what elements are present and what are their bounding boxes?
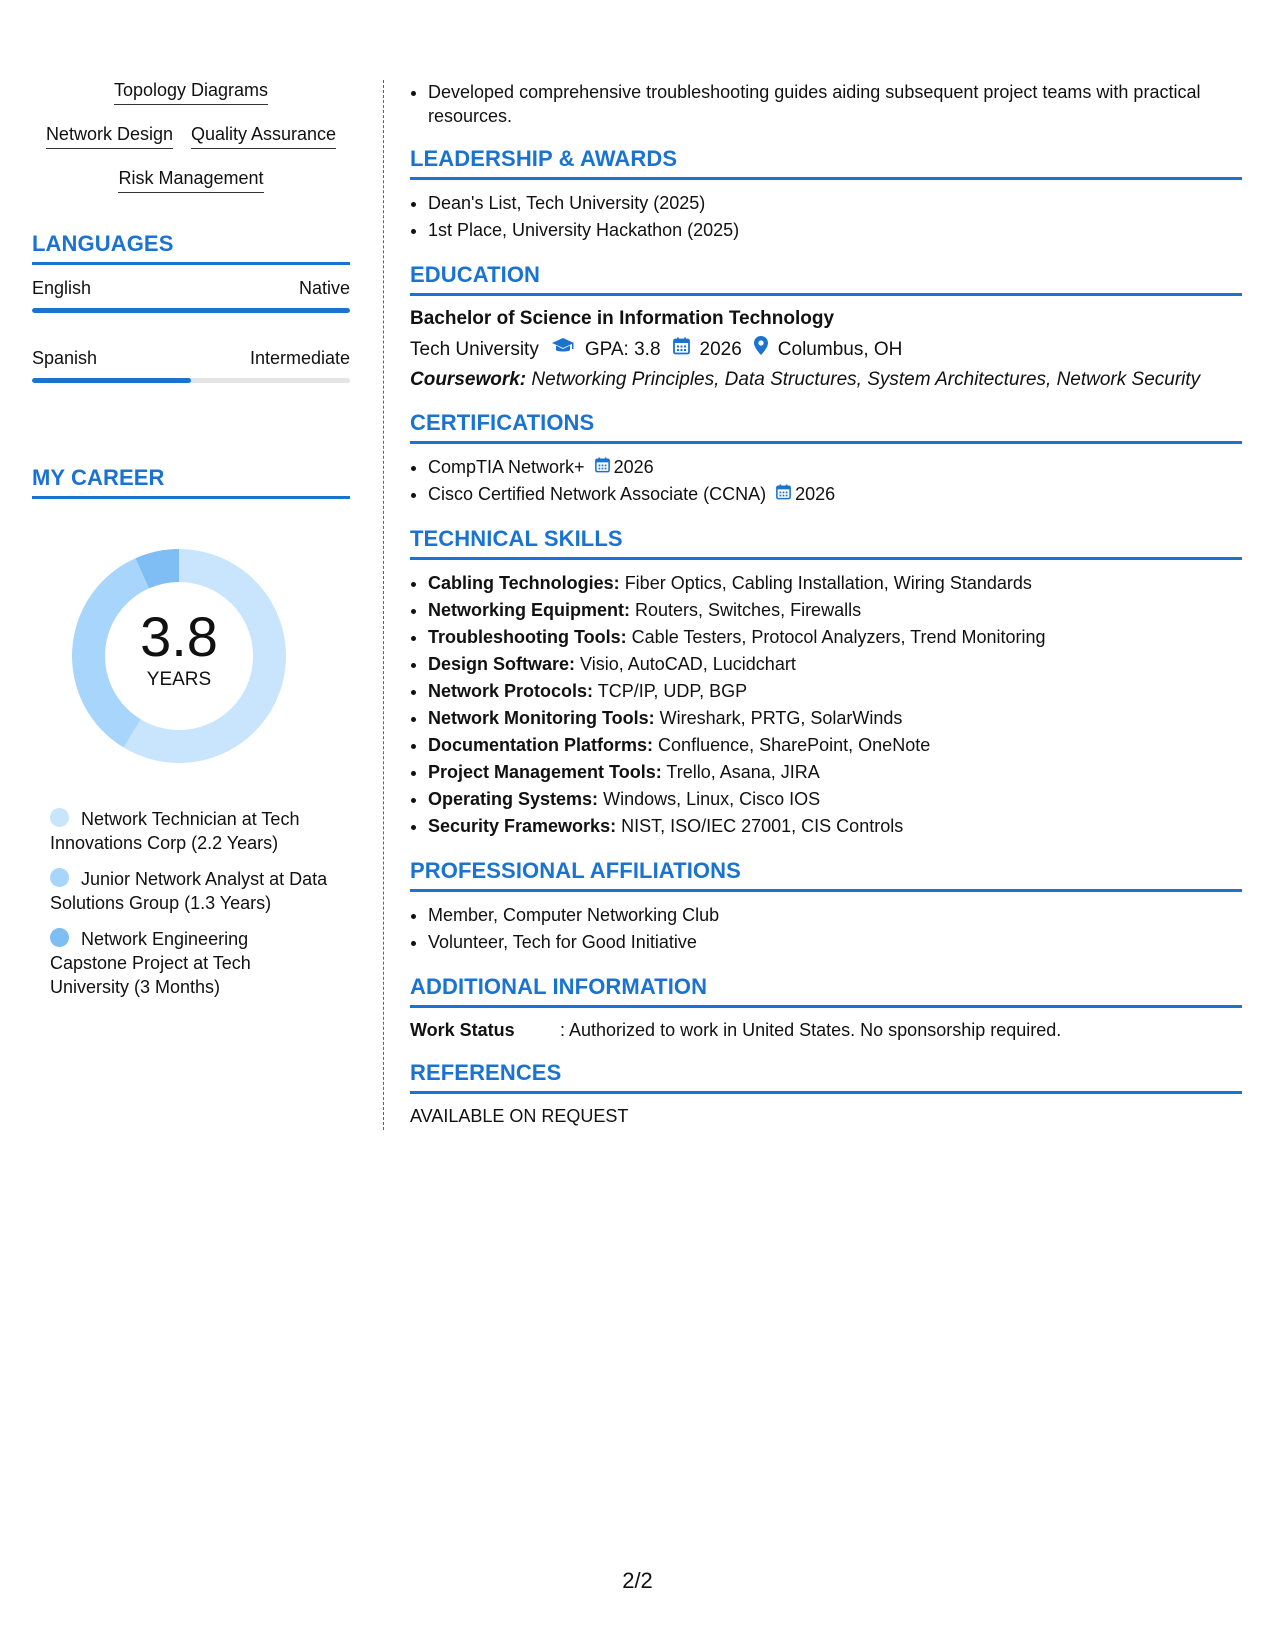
left-column [32,80,350,1011]
legend-label: Network Technician at Tech Innovations Corp (2.2 Years) [50,809,300,853]
legend-dot [50,868,69,887]
language-bar-fill [32,308,350,313]
certification-name: CompTIA Network+ [428,457,585,477]
coursework [410,368,1242,392]
skill-value: Cable Testers, Protocol Analyzers, Trend Monitoring [631,627,1046,647]
skill-tags [32,80,350,193]
language-level: Intermediate [249,348,350,368]
skill-label: Security Frameworks: [428,816,617,836]
list-item: • 1st Place, University Hackathon (2025) [428,217,1242,244]
certification-name: Cisco Certified Network Associate (CCNA) [428,484,767,504]
school-name: Tech University [410,338,539,360]
education-section [410,262,1242,392]
skill-item [428,624,1242,651]
legend-dot [50,808,69,827]
legend-dot [50,928,69,947]
career-donut-chart [64,541,294,771]
skill-item [428,732,1242,759]
skill-label: Cabling Technologies: [428,573,620,593]
work-status-label: Work Status [410,1020,515,1040]
career-heading: MY CAREER [32,465,350,499]
skill-value: Routers, Switches, Firewalls [635,600,862,620]
location-pin-icon [754,336,768,363]
additional-info-section [410,974,1242,1042]
calendar-icon [673,337,690,363]
references-heading: REFERENCES [410,1060,1242,1094]
list-item: • Volunteer, Tech for Good Initiative [428,929,1242,956]
school-location: Columbus, OH [777,338,903,360]
technical-skills-section [410,526,1242,840]
certifications-heading: CERTIFICATIONS [410,410,1242,444]
legend-item [50,927,330,999]
coursework-text: Networking Principles, Data Structures, System Architectures, Network Security [531,369,1201,390]
language-name: Spanish [32,348,98,368]
calendar-icon [595,454,614,481]
certification-item [428,454,1242,481]
legend-label: Junior Network Analyst at Data Solutions Group (1.3 Years) [50,869,328,913]
skill-label: Networking Equipment: [428,600,630,620]
skill-value: Confluence, SharePoint, OneNote [658,735,931,755]
skill-item [428,570,1242,597]
experience-bullet: • Developed comprehensive troubleshooting guides aiding subsequent project teams with practical resources. [428,80,1242,128]
certifications-section [410,410,1242,508]
language-bar-fill [32,378,191,383]
skill-tag: Risk Management [118,168,263,193]
languages-heading: LANGUAGES [32,231,350,265]
skill-label: Troubleshooting Tools: [428,627,627,647]
leadership-heading: LEADERSHIP & AWARDS [410,146,1242,180]
language-bar [32,308,350,313]
skill-label: Documentation Platforms: [428,735,654,755]
skill-label: Network Protocols: [428,681,594,701]
skill-item [428,705,1242,732]
work-status-value: : Authorized to work in United States. No sponsorship required. [560,1020,1062,1040]
skill-label: Operating Systems: [428,789,599,809]
skill-item [428,759,1242,786]
skill-item [428,651,1242,678]
career-legend [50,807,330,999]
additional-info-heading: ADDITIONAL INFORMATION [410,974,1242,1008]
list-item: • Dean's List, Tech University (2025) [428,190,1242,217]
skill-label: Network Monitoring Tools: [428,708,655,728]
skill-tag: Topology Diagrams [114,80,268,105]
gpa: GPA: 3.8 [584,338,661,360]
leadership-section [410,146,1242,244]
language-item [32,347,350,383]
certification-year: 2026 [613,457,654,477]
skill-label: Design Software: [428,654,576,674]
skill-value: Fiber Optics, Cabling Installation, Wiring Standards [624,573,1032,593]
skill-value: Visio, AutoCAD, Lucidchart [580,654,796,674]
skill-item [428,597,1242,624]
legend-item [50,867,330,915]
language-name: English [32,278,92,298]
references-text: AVAILABLE ON REQUEST [410,1106,629,1126]
graduation-year: 2026 [699,338,742,360]
certification-year: 2026 [795,484,836,504]
skill-value: Trello, Asana, JIRA [666,762,820,782]
skill-label: Project Management Tools: [428,762,662,782]
affiliations-heading: PROFESSIONAL AFFILIATIONS [410,858,1242,892]
skill-item [428,786,1242,813]
experience-bullets [410,80,1242,128]
work-status-row [410,1018,1242,1042]
donut-center [64,541,294,771]
skill-value: Wireshark, PRTG, SolarWinds [659,708,903,728]
graduation-cap-icon [551,337,575,363]
right-column [410,80,1242,1127]
calendar-icon [776,481,795,508]
language-bar [32,378,350,383]
skill-item [428,678,1242,705]
education-heading: EDUCATION [410,262,1242,296]
skill-tag: Quality Assurance [191,124,336,149]
legend-label: Network Engineering Capstone Project at Tech University (3 Months) [50,929,251,997]
language-item [32,277,350,313]
education-meta [410,336,1242,363]
skill-item [428,813,1242,840]
legend-item [50,807,330,855]
certification-item [428,481,1242,508]
coursework-label: Coursework: [410,369,527,390]
skill-value: NIST, ISO/IEC 27001, CIS Controls [621,816,904,836]
career-total-value: 3.8 [140,605,218,668]
references-section [410,1060,1242,1127]
skill-value: TCP/IP, UDP, BGP [597,681,748,701]
language-level: Native [298,278,350,298]
technical-skills-heading: TECHNICAL SKILLS [410,526,1242,560]
column-divider [383,80,384,1130]
list-item: • Member, Computer Networking Club [428,902,1242,929]
skill-tag: Network Design [46,124,173,149]
skill-value: Windows, Linux, Cisco IOS [603,789,821,809]
affiliations-section [410,858,1242,956]
career-total-unit: YEARS [146,669,212,690]
degree: Bachelor of Science in Information Technology [410,308,835,329]
page-number: 2/2 [622,1568,653,1593]
